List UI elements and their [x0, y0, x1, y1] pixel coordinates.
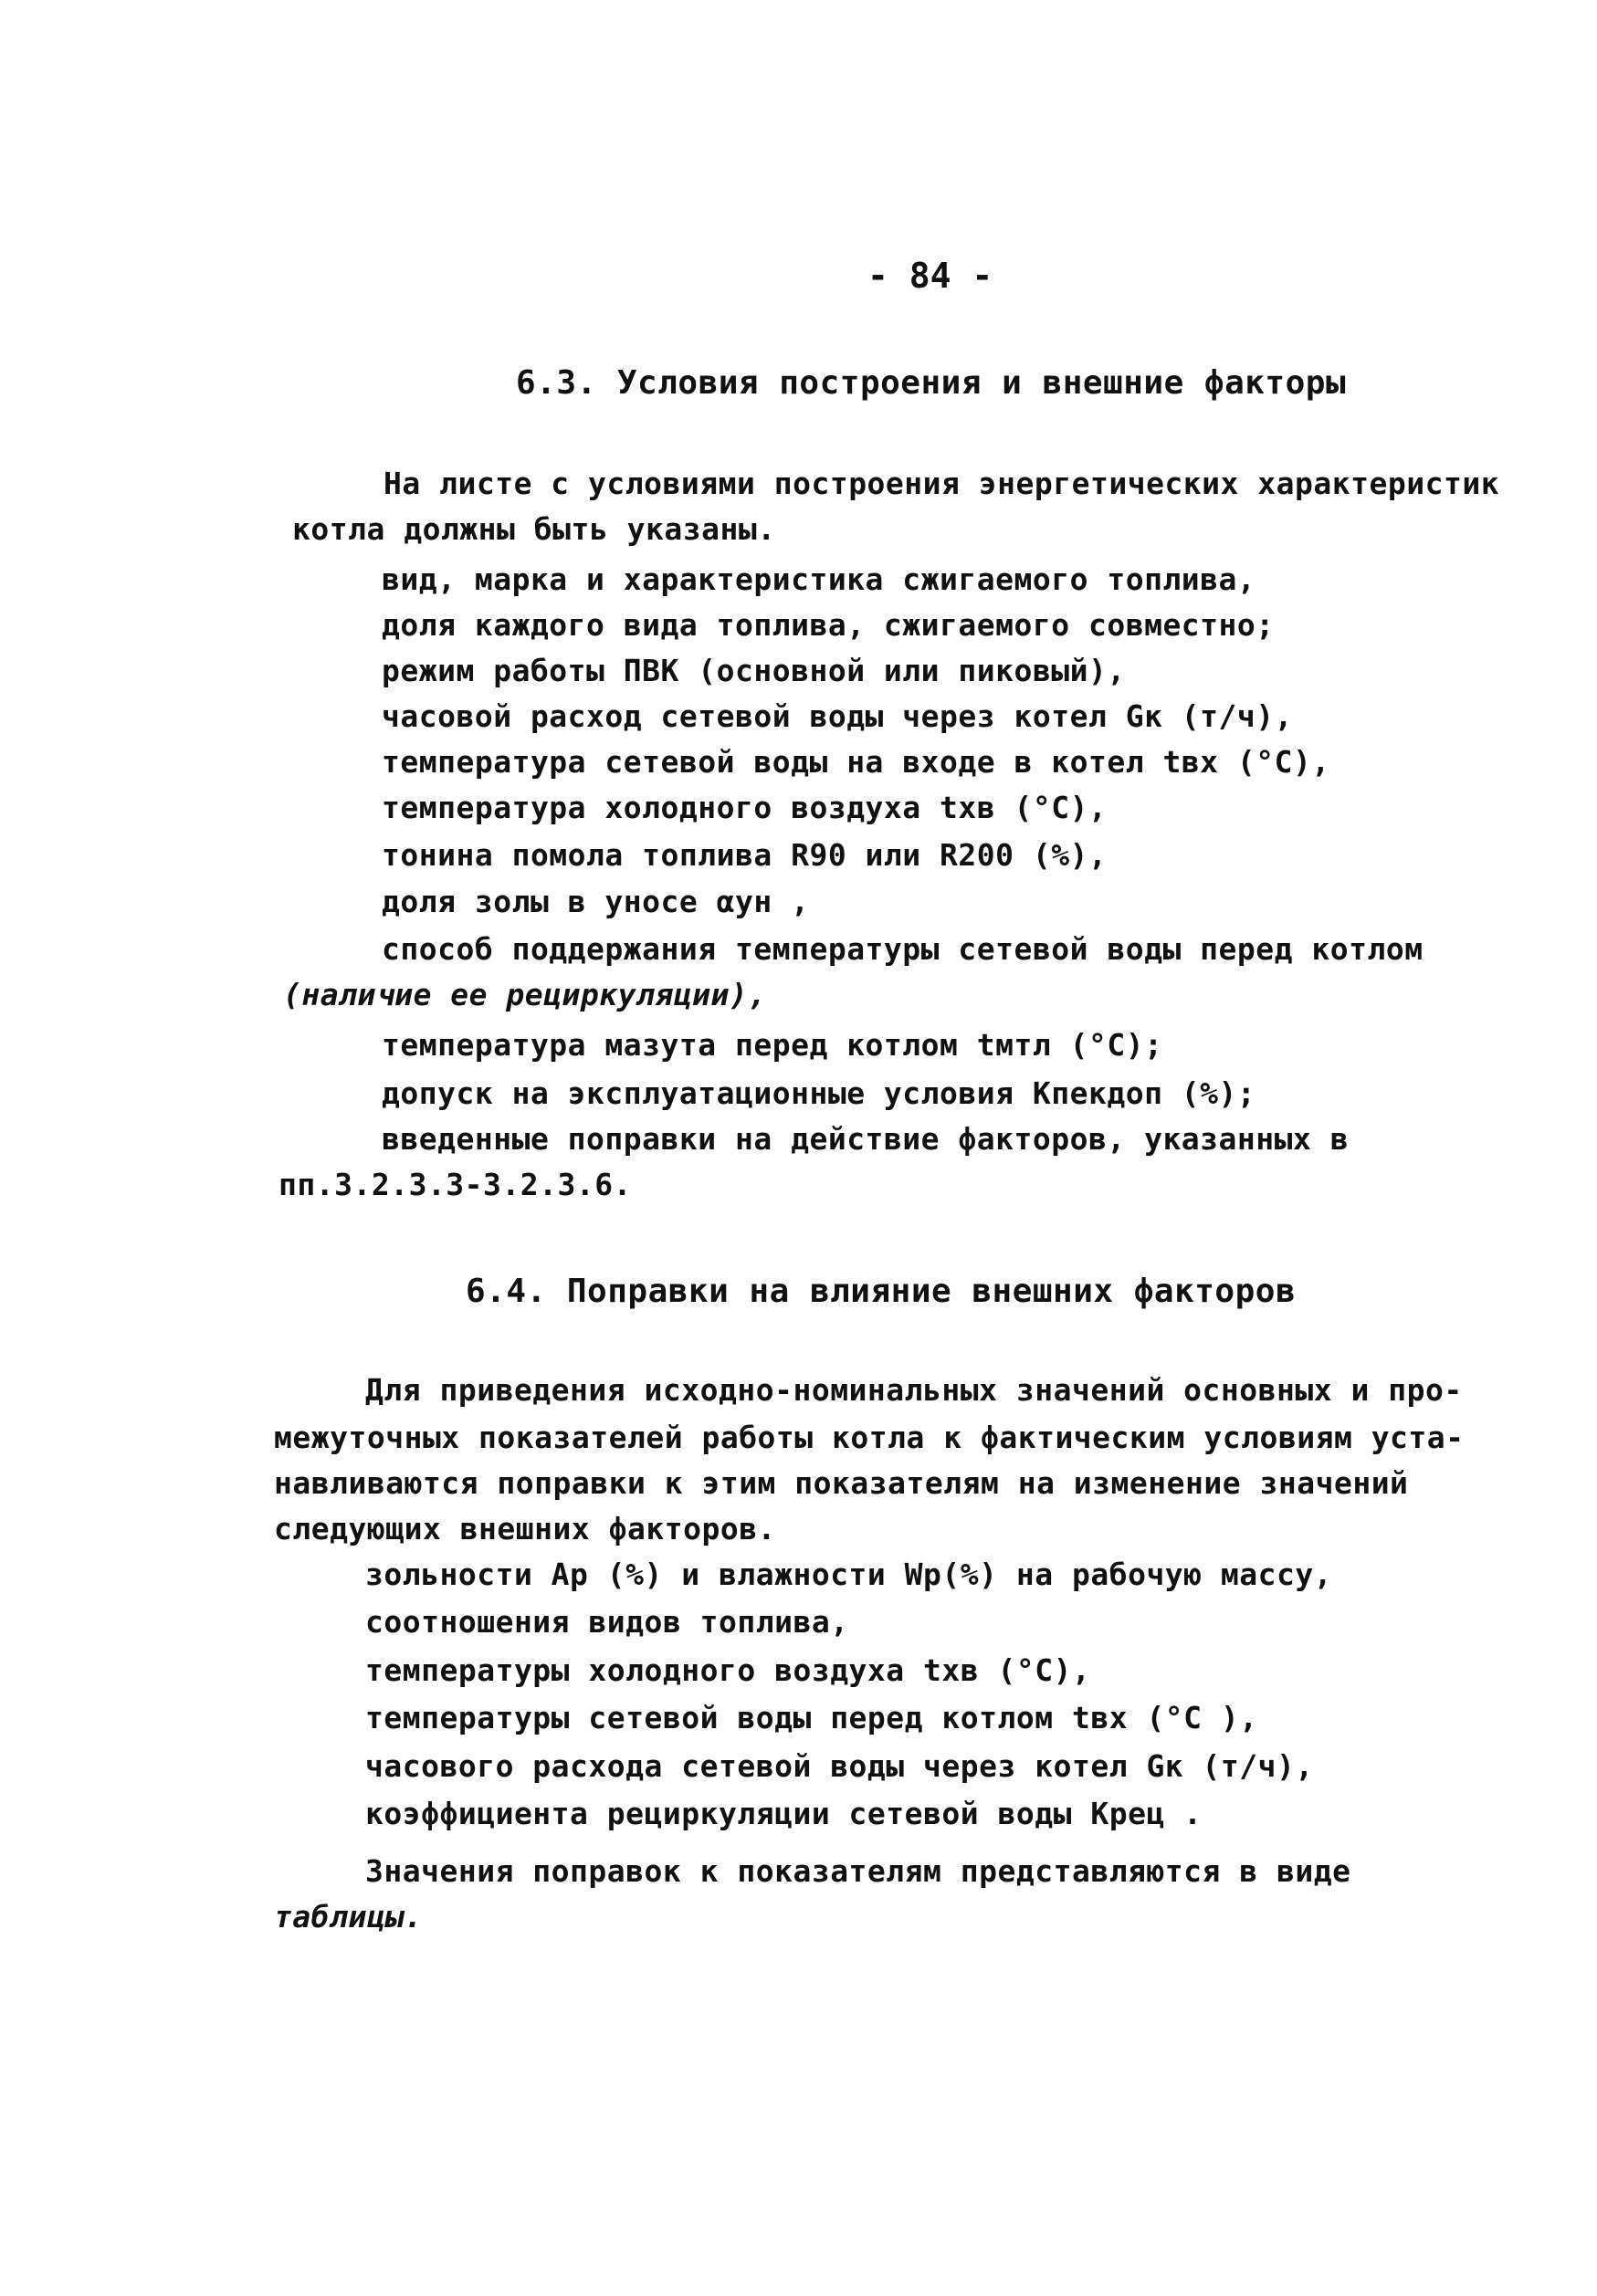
list-item: доля золы в уносе αун ,: [382, 884, 810, 919]
closing-line: таблицы.: [274, 1899, 423, 1934]
list-item: коэффициента рециркуляции сетевой воды Крец .: [365, 1796, 1203, 1831]
closing-line: Значения поправок к показателям представляются в виде: [365, 1853, 1351, 1889]
section-heading-6-3: 6.3. Условия построения и внешние факторы: [516, 364, 1347, 402]
list-item: вид, марка и характеристика сжигаемого топлива,: [382, 561, 1256, 597]
list-item: доля каждого вида топлива, сжигаемого совместно;: [382, 607, 1275, 643]
paragraph-line: Для приведения исходно-номинальных значений основных и про-: [365, 1372, 1463, 1408]
paragraph-line: навливаются поправки к этим показателям на изменение значений: [274, 1465, 1409, 1501]
list-item: режим работы ПВК (основной или пиковый),: [382, 653, 1126, 688]
section-heading-6-4: 6.4. Поправки на влияние внешних факторов: [466, 1273, 1297, 1310]
list-item: часовой расход сетевой воды через котел Gк (т/ч),: [382, 698, 1294, 734]
list-item: способ поддержания температуры сетевой воды перед котлом: [382, 931, 1424, 967]
list-item: температура холодного воздуха tхв (°С),: [382, 790, 1108, 825]
page-number: - 84 -: [867, 256, 993, 296]
list-item: температуры сетевой воды перед котлом tвх (°С ),: [365, 1700, 1258, 1735]
list-item: температуры холодного воздуха tхв (°С),: [365, 1652, 1091, 1688]
list-item: тонина помола топлива R90 или R200 (%),: [382, 837, 1108, 873]
intro-line-2: котла должны быть указаны.: [292, 511, 776, 547]
list-item: пп.3.2.3.3-3.2.3.6.: [278, 1167, 632, 1202]
list-item: допуск на эксплуатационные условия Кпекдоп (%);: [382, 1075, 1256, 1111]
list-item: введенные поправки на действие факторов, указанных в: [382, 1121, 1350, 1157]
paragraph-line: межуточных показателей работы котла к фактическим условиям уста-: [274, 1420, 1465, 1455]
list-item: температура мазута перед котлом tмтл (°С);: [382, 1027, 1163, 1063]
intro-line-1: На листе с условиями построения энергетических характеристик: [383, 466, 1500, 501]
list-item: часового расхода сетевой воды через котел Gк (т/ч),: [365, 1748, 1314, 1784]
paragraph-line: следующих внешних факторов.: [274, 1511, 776, 1546]
list-item: температура сетевой воды на входе в котел tвх (°С),: [382, 744, 1330, 780]
list-item: зольности Ар (%) и влажности Wр(%) на рабочую массу,: [365, 1557, 1333, 1592]
list-item: соотношения видов топлива,: [365, 1604, 849, 1640]
list-item: (наличие ее рециркуляции),: [283, 977, 767, 1012]
